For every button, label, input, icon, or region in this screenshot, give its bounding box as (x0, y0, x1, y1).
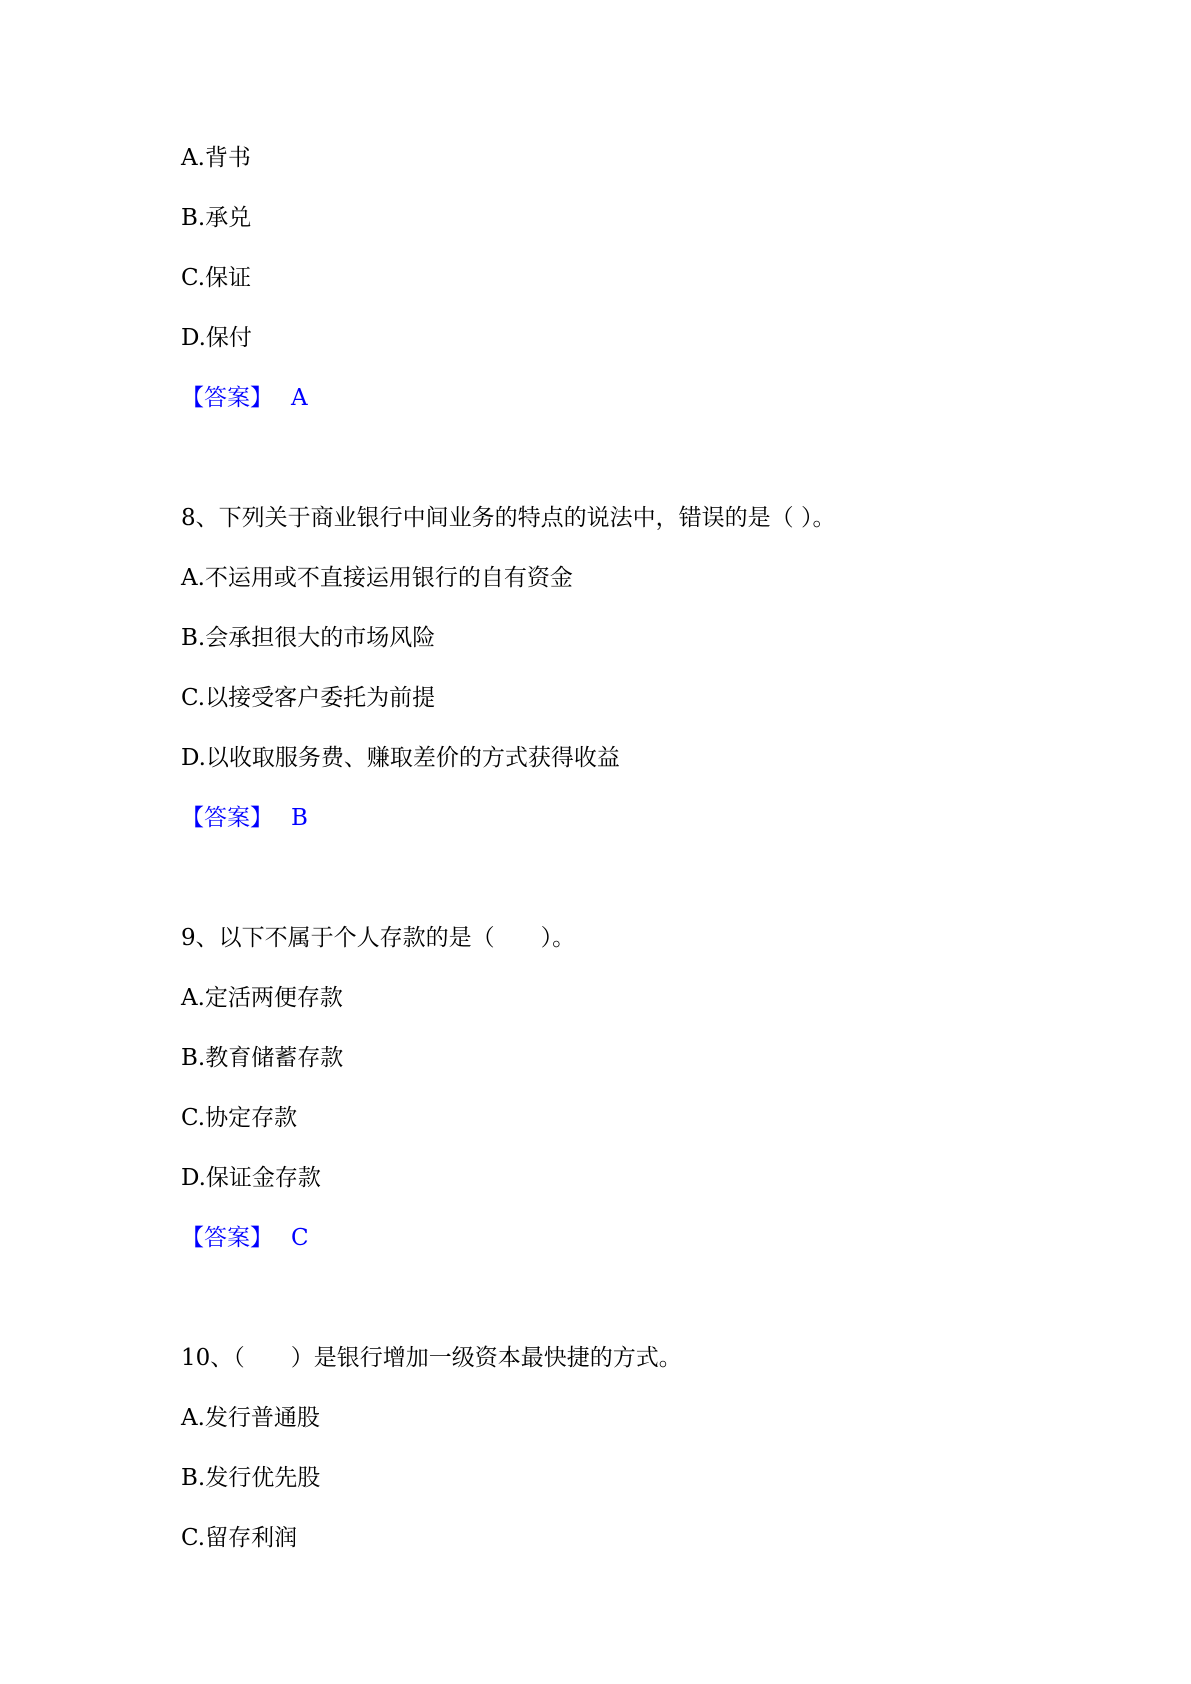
q10-option-c: C.留存利润 (181, 1525, 298, 1551)
q9-answer (181, 1223, 309, 1253)
q8-option-c: C.以接受客户委托为前提 (181, 685, 436, 711)
q7-answer-tag: 【答案】 (181, 385, 273, 411)
q8-option-d: D.以收取服务费、赚取差价的方式获得收益 (181, 745, 620, 771)
q7-option-c: C.保证 (181, 265, 252, 291)
q8-answer (181, 803, 308, 833)
q8-option-b: B.会承担很大的市场风险 (181, 625, 436, 651)
q10-option-a: A.发行普通股 (181, 1405, 320, 1431)
q10-option-b: B.发行优先股 (181, 1465, 321, 1491)
q9-option-d: D.保证金存款 (181, 1165, 321, 1191)
q9-option-b: B.教育储蓄存款 (181, 1045, 344, 1071)
q8-option-a: A.不运用或不直接运用银行的自有资金 (181, 565, 573, 591)
q9-option-a: A.定活两便存款 (181, 985, 343, 1011)
q9-answer-value: C (291, 1225, 309, 1251)
q7-answer (181, 383, 308, 413)
q8-stem: 8、下列关于商业银行中间业务的特点的说法中，错误的是（ ）。 (181, 505, 836, 531)
q7-answer-value: A (291, 385, 308, 411)
q8-answer-value: B (291, 805, 308, 831)
q9-answer-tag: 【答案】 (181, 1225, 273, 1251)
q7-option-a: A.背书 (181, 145, 251, 171)
q7-option-d: D.保付 (181, 325, 252, 351)
q9-stem: 9、以下不属于个人存款的是（ ）。 (181, 925, 576, 951)
q10-stem: 10、（ ）是银行增加一级资本最快捷的方式。 (181, 1345, 682, 1371)
q9-option-c: C.协定存款 (181, 1105, 298, 1131)
q7-option-b: B.承兑 (181, 205, 252, 231)
q8-answer-tag: 【答案】 (181, 805, 273, 831)
